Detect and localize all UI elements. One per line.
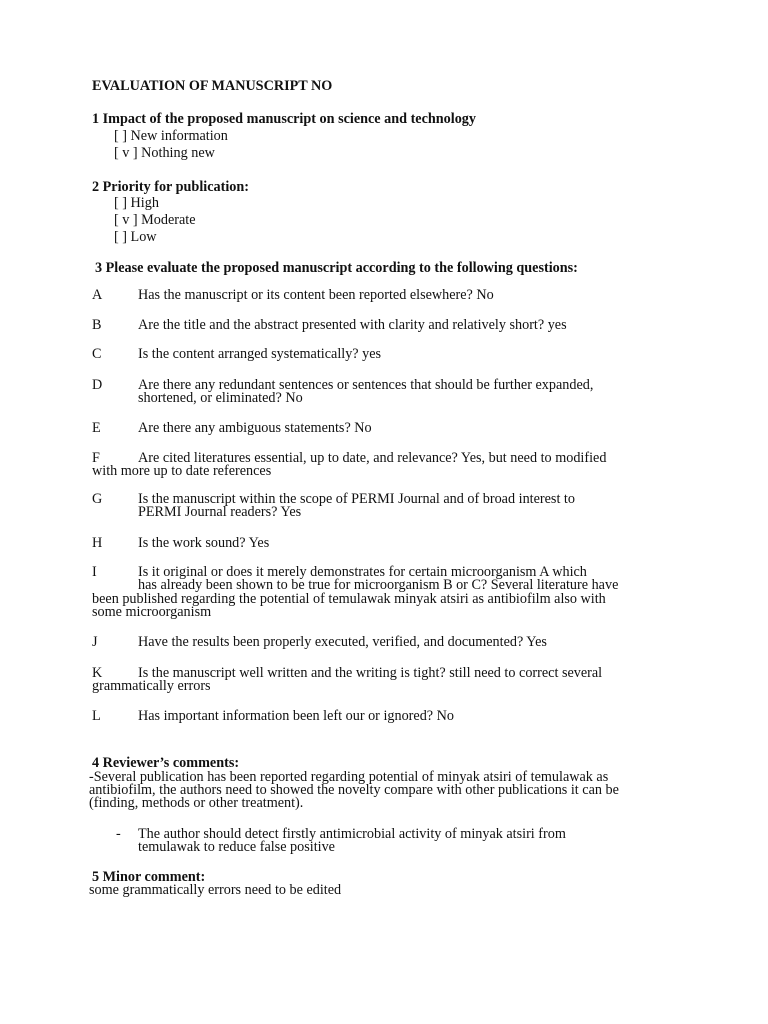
- question-label: E: [92, 420, 101, 436]
- comment-paragraph-line: antibiofilm, the authors need to showed the novelty compare with other publications it can be: [89, 782, 619, 798]
- question-text: been published regarding the potential of temulawak minyak atsiri as antibiofilm also with: [92, 591, 606, 607]
- bullet-dash: -: [116, 826, 121, 842]
- question-text: Is the manuscript well written and the writing is tight? still need to correct several: [138, 665, 603, 681]
- question-text: Are cited literatures essential, up to date, and relevance? Yes, but need to modified: [138, 450, 607, 466]
- question-text: Are there any ambiguous statements? No: [138, 420, 372, 436]
- comment-paragraph-line: (finding, methods or other treatment).: [89, 795, 304, 811]
- question-text: Are there any redundant sentences or sentences that should be further expanded,: [138, 377, 594, 393]
- option-high: [ ] High: [114, 195, 159, 211]
- option-nothing-new: [ v ] Nothing new: [114, 145, 215, 161]
- option-low: [ ] Low: [114, 229, 157, 245]
- section-2-heading: 2 Priority for publication:: [92, 179, 249, 195]
- question-label: J: [92, 634, 98, 650]
- bullet-comment-line: The author should detect firstly antimicrobial activity of minyak atsiri from: [138, 826, 566, 842]
- question-label: I: [92, 564, 97, 580]
- question-text: Have the results been properly executed, verified, and documented? Yes: [138, 634, 547, 650]
- question-label: D: [92, 377, 103, 393]
- section-3-heading: 3 Please evaluate the proposed manuscript according to the following questions:: [95, 260, 578, 276]
- question-text: has already been shown to be true for microorganism B or C? Several literature have: [138, 577, 619, 593]
- question-label: B: [92, 317, 102, 333]
- section-4-heading: 4 Reviewer’s comments:: [92, 755, 240, 771]
- question-text: some microorganism: [92, 604, 212, 620]
- option-new-information: [ ] New information: [114, 128, 228, 144]
- question-label: L: [92, 708, 101, 724]
- question-text: Is the manuscript within the scope of PERMI Journal and of broad interest to: [138, 491, 575, 507]
- question-text: Is the work sound? Yes: [138, 535, 270, 551]
- question-label: H: [92, 535, 103, 551]
- question-label: K: [92, 665, 103, 681]
- question-label: G: [92, 491, 103, 507]
- question-text: Is the content arranged systematically? yes: [138, 346, 382, 362]
- question-text: shortened, or eliminated? No: [138, 390, 303, 406]
- question-text: with more up to date references: [92, 463, 272, 479]
- question-label: A: [92, 287, 103, 303]
- question-text: Are the title and the abstract presented with clarity and relatively short? yes: [138, 317, 567, 333]
- question-text: Has the manuscript or its content been reported elsewhere? No: [138, 287, 494, 303]
- option-moderate: [ v ] Moderate: [114, 212, 196, 228]
- section-5-heading: 5 Minor comment:: [92, 869, 206, 885]
- question-label: C: [92, 346, 102, 362]
- question-label: F: [92, 450, 100, 466]
- minor-comment-text: some grammatically errors need to be edited: [89, 882, 342, 898]
- section-1-heading: 1 Impact of the proposed manuscript on science and technology: [92, 111, 476, 127]
- question-text: PERMI Journal readers? Yes: [138, 504, 302, 520]
- document-title: EVALUATION OF MANUSCRIPT NO: [92, 78, 333, 94]
- question-text: grammatically errors: [92, 678, 211, 694]
- bullet-comment-line: temulawak to reduce false positive: [138, 839, 335, 855]
- comment-paragraph-line: -Several publication has been reported regarding potential of minyak atsiri of temulawak as: [89, 769, 609, 785]
- question-text: Is it original or does it merely demonstrates for certain microorganism A which: [138, 564, 587, 580]
- question-text: Has important information been left our or ignored? No: [138, 708, 454, 724]
